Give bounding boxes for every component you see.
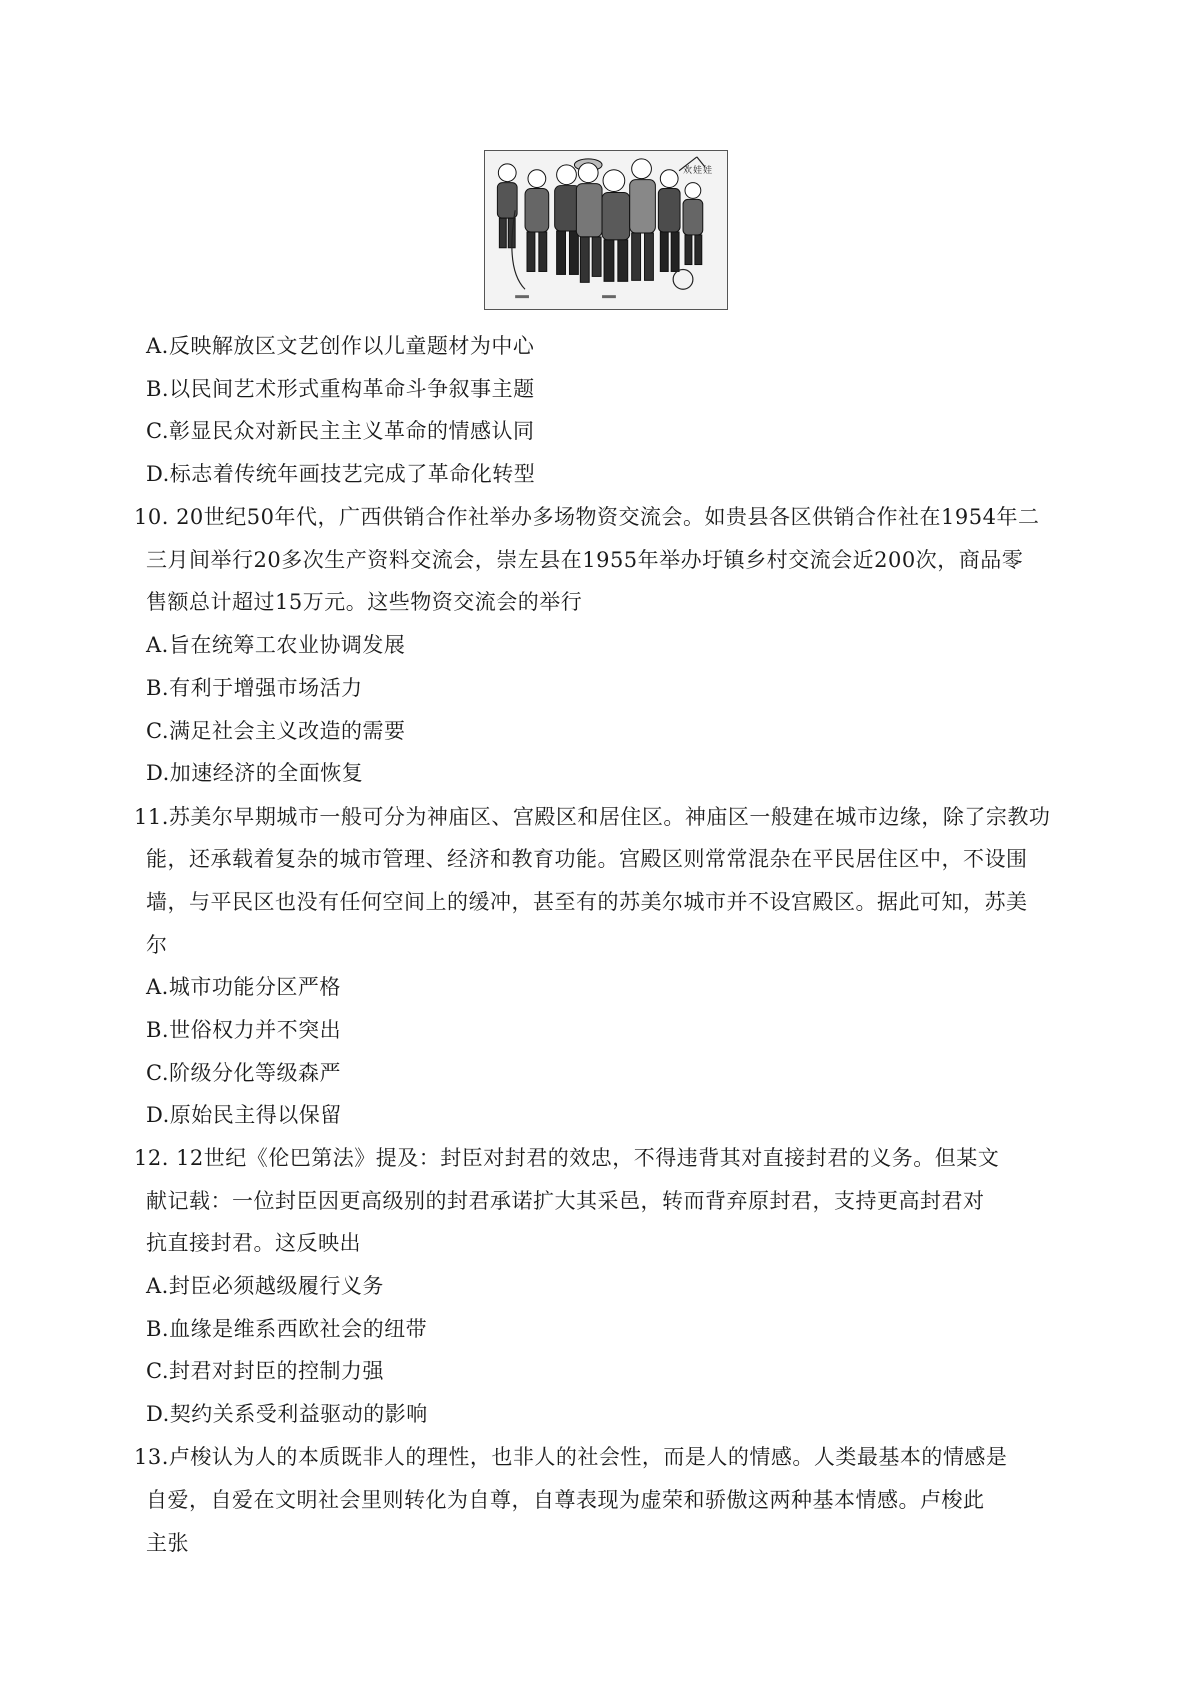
q13-stem-line-1: 13.卢梭认为人的本质既非人的理性，也非人的社会性，而是人的情感。人类最基本的情感是 — [134, 1445, 1008, 1469]
q10-option-b: B.有利于增强市场活力 — [146, 676, 363, 700]
q10-stem-line-3: 售额总计超过15万元。这些物资交流会的举行 — [146, 590, 583, 614]
woodblock-print-image — [484, 150, 728, 310]
q9-option-a: A.反映解放区文艺创作以儿童题材为中心 — [146, 334, 535, 358]
q10-option-a: A.旨在统筹工农业协调发展 — [146, 633, 406, 657]
q9-option-c: C.彰显民众对新民主主义革命的情感认同 — [146, 419, 535, 443]
q10-option-d: D.加速经济的全面恢复 — [146, 761, 364, 785]
q11-option-b: B.世俗权力并不突出 — [146, 1018, 342, 1042]
q11-stem-line-3: 墙，与平民区也没有任何空间上的缓冲，甚至有的苏美尔城市并不设宫殿区。据此可知，苏美 — [146, 890, 1028, 914]
q10-stem-line-1: 10. 20世纪50年代，广西供销合作社举办多场物资交流会。如贵县各区供销合作社在1954年二 — [134, 505, 1040, 529]
q9-option-b: B.以民间艺术形式重构革命斗争叙事主题 — [146, 377, 535, 401]
figure-title: 欢娃娃 — [682, 166, 713, 176]
q12-stem-line-2: 献记载：一位封臣因更高级别的封君承诺扩大其采邑，转而背弃原封君，支持更高封君对 — [146, 1189, 985, 1213]
q11-option-a: A.城市功能分区严格 — [146, 975, 341, 999]
q12-option-c: C.封君对封臣的控制力强 — [146, 1359, 384, 1383]
q12-option-b: B.血缘是维系西欧社会的纽带 — [146, 1317, 428, 1341]
q11-stem-line-2: 能，还承载着复杂的城市管理、经济和教育功能。宫殿区则常常混杂在平民居住区中，不设围 — [146, 847, 1028, 871]
q12-option-a: A.封臣必须越级履行义务 — [146, 1274, 384, 1298]
q11-option-d: D.原始民主得以保留 — [146, 1103, 342, 1127]
q10-option-c: C.满足社会主义改造的需要 — [146, 719, 406, 743]
q12-option-d: D.契约关系受利益驱动的影响 — [146, 1402, 428, 1426]
q13-stem-line-2: 自爱，自爱在文明社会里则转化为自尊，自尊表现为虚荣和骄傲这两种基本情感。卢梭此 — [146, 1488, 985, 1512]
q11-stem-line-1: 11.苏美尔早期城市一般可分为神庙区、宫殿区和居住区。神庙区一般建在城市边缘，除了宗教功 — [134, 805, 1051, 829]
q11-stem-line-4: 尔 — [146, 933, 168, 957]
q11-option-c: C.阶级分化等级森严 — [146, 1061, 341, 1085]
q9-option-d: D.标志着传统年画技艺完成了革命化转型 — [146, 462, 536, 486]
q12-stem-line-3: 抗直接封君。这反映出 — [146, 1231, 361, 1255]
q10-stem-line-2: 三月间举行20多次生产资料交流会，崇左县在1955年举办圩镇乡村交流会近200次，商品零 — [146, 548, 1024, 572]
q12-stem-line-1: 12. 12世纪《伦巴第法》提及：封臣对封君的效忠，不得违背其对直接封君的义务。但某文 — [134, 1146, 1000, 1170]
q13-stem-line-3: 主张 — [146, 1531, 189, 1555]
